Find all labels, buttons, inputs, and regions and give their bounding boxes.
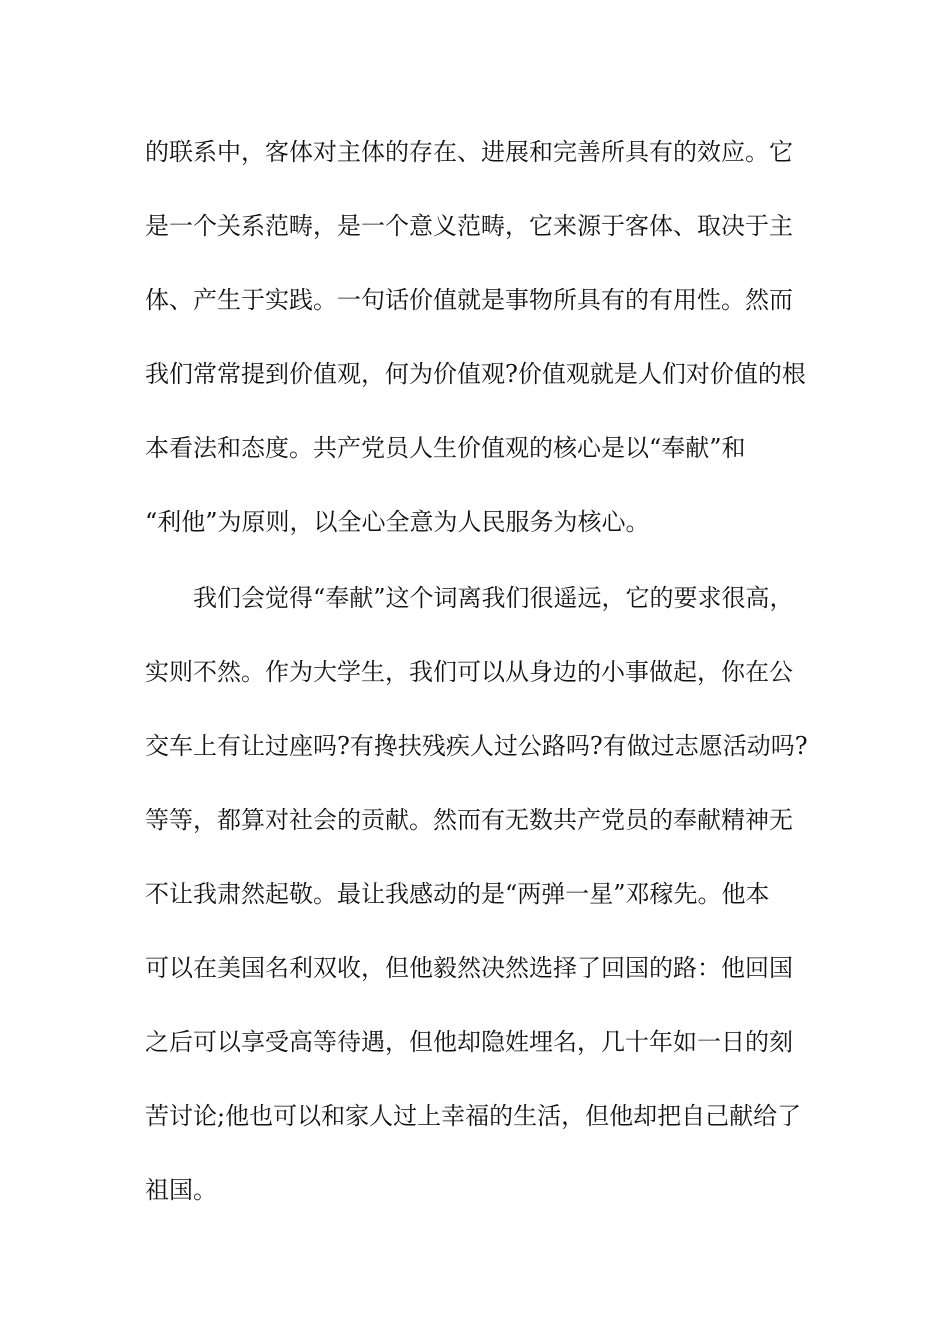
text-line: 是一个关系范畴，是一个意义范畴，它来源于客体、取决于主 [145, 212, 793, 240]
text-line: 苦讨论;他也可以和家人过上幸福的生活，但他却把自己献给了 [145, 1102, 802, 1130]
text-line: 可以在美国名利双收，但他毅然决然选择了回国的路：他回国 [145, 954, 793, 982]
text-line: 我们会觉得“奉献”这个词离我们很遥远，它的要求很高， [193, 584, 794, 612]
text-line: 祖国。 [145, 1176, 217, 1204]
text-line: 的联系中，客体对主体的存在、进展和完善所具有的效应。它 [145, 138, 793, 166]
text-line: 等等，都算对社会的贡献。然而有无数共产党员的奉献精神无 [145, 806, 793, 834]
text-line: 体、产生于实践。一句话价值就是事物所具有的有用性。然而 [145, 286, 793, 314]
text-line: “利他”为原则，以全心全意为人民服务为核心。 [145, 508, 650, 536]
text-line: 实则不然。作为大学生，我们可以从身边的小事做起，你在公 [145, 658, 793, 686]
text-line: 之后可以享受高等待遇，但他却隐姓埋名，几十年如一日的刻 [145, 1028, 793, 1056]
text-line: 本看法和态度。共产党员人生价值观的核心是以“奉献”和 [145, 434, 746, 462]
text-line: 不让我肃然起敬。最让我感动的是“两弹一星”邓稼先。他本 [145, 880, 770, 908]
text-line: 我们常常提到价值观，何为价值观?价值观就是人们对价值的根 [145, 360, 806, 388]
text-line: 交车上有让过座吗?有搀扶残疾人过公路吗?有做过志愿活动吗? [145, 732, 808, 760]
